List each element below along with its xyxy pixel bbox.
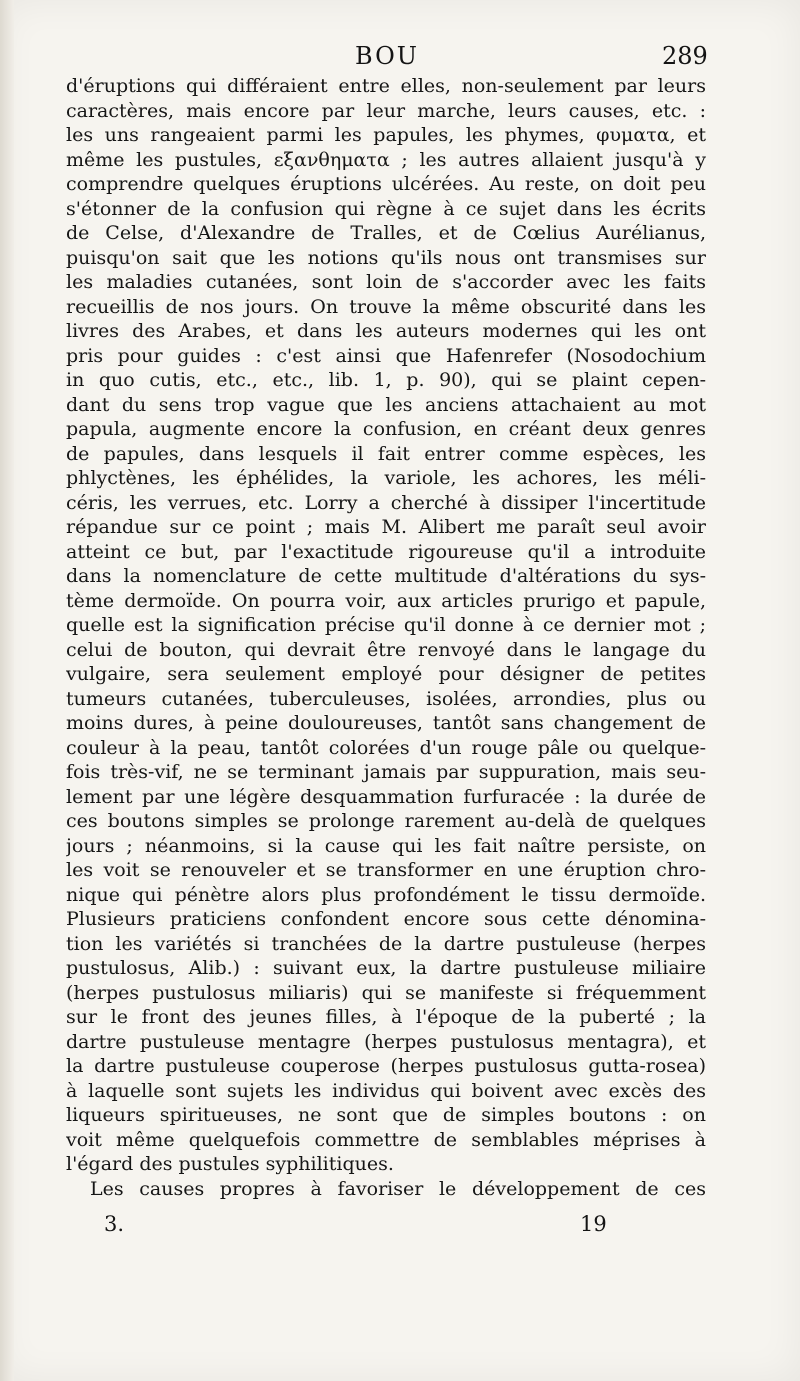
text-line: l'égard des pustules syphilitiques. (66, 1153, 394, 1175)
text-line: Plusieurs praticiens confondent encore sous cette dénomina- (66, 908, 706, 930)
text-line: lement par une légère desquammation furfuracée : la durée de (66, 785, 706, 808)
text-line: voit même quelquefois commettre de semblables méprises à (66, 1128, 706, 1151)
text-line: à laquelle sont sujets les individus qui boivent avec excès des (66, 1079, 706, 1102)
text-line: Les causes propres à favoriser le développement de ces (90, 1177, 706, 1200)
text-line: quelle est la signification précise qu'il donne à ce dernier mot ; (66, 614, 706, 636)
text-line: de papules, dans lesquels il fait entrer comme espèces, les (66, 442, 706, 465)
text-line: tème dermoïde. On pourra voir, aux articles prurigo et papule, (66, 589, 706, 612)
text-line: les uns rangeaient parmi les papules, les phymes, φυματα, et (66, 124, 706, 146)
text-line: moins dures, à peine douloureuses, tantôt sans changement de (66, 712, 706, 734)
text-line: celui de bouton, qui devrait être renvoyé dans le langage du (66, 638, 706, 661)
text-line: papula, augmente encore la confusion, en créant deux genres (66, 418, 706, 440)
text-line: in quo cutis, etc., etc., lib. 1, p. 90), qui se plaint cepen- (66, 369, 706, 391)
text-line: sur le front des jeunes filles, à l'époque de la puberté ; la (66, 1006, 706, 1028)
text-line: s'étonner de la confusion qui règne à ce sujet dans les écrits (66, 197, 706, 220)
page-gutter (0, 0, 14, 1381)
text-line: dant du sens trop vague que les anciens attachaient au mot (66, 393, 706, 416)
text-line: nique qui pénètre alors plus profondément le tissu dermoïde. (66, 883, 706, 906)
text-line: les voit se renouveler et se transformer en une éruption chro- (66, 859, 706, 881)
text-line: caractères, mais encore par leur marche, leurs causes, etc. : (66, 99, 706, 122)
text-line: jours ; néanmoins, si la cause qui les fait naître persiste, on (66, 834, 706, 857)
text-line: phlyctènes, les éphélides, la variole, les achores, les méli- (66, 467, 706, 489)
text-line: couleur à la peau, tantôt colorées d'un rouge pâle ou quelque- (66, 736, 706, 759)
text-line: les maladies cutanées, sont loin de s'accorder avec les faits (66, 271, 706, 293)
text-line: atteint ce but, par l'exactitude rigoureuse qu'il a introduite (66, 540, 706, 563)
text-line: d'éruptions qui différaient entre elles, non-seulement par leurs (66, 75, 706, 97)
running-head: BOU (355, 42, 419, 70)
text-line: pustulosus, Alib.) : suivant eux, la dartre pustuleuse miliaire (66, 957, 706, 979)
text-line: dans la nomenclature de cette multitude d'altérations du sys- (66, 565, 706, 587)
text-line: puisqu'on sait que les notions qu'ils nous ont transmises sur (66, 246, 706, 269)
text-line: même les pustules, εξανθηματα ; les autres allaient jusqu'à y (66, 148, 706, 171)
text-line: vulgaire, sera seulement employé pour désigner de petites (66, 663, 706, 685)
text-line: tumeurs cutanées, tuberculeuses, isolées, arrondies, plus ou (66, 687, 706, 710)
volume-mark: 3. (104, 1212, 125, 1236)
text-line: tion les variétés si tranchées de la dartre pustuleuse (herpes (66, 932, 706, 955)
text-line: de Celse, d'Alexandre de Tralles, et de Cœlius Aurélianus, (66, 222, 706, 244)
text-line: répandue sur ce point ; mais M. Alibert me paraît seul avoir (66, 516, 706, 538)
text-line: pris pour guides : c'est ainsi que Hafenrefer (Nosodochium (66, 344, 706, 367)
page-number: 289 (662, 42, 708, 70)
text-line: fois très-vif, ne se terminant jamais par suppuration, mais seu- (66, 761, 706, 783)
text-line: recueillis de nos jours. On trouve la même obscurité dans les (66, 295, 706, 318)
text-line: (herpes pustulosus miliaris) qui se manifeste si fréquemment (66, 981, 706, 1004)
text-line: ces boutons simples se prolonge rarement au-delà de quelques (66, 810, 706, 832)
signature-mark: 19 (580, 1212, 607, 1236)
text-line: liqueurs spiritueuses, ne sont que de simples boutons : on (66, 1104, 706, 1126)
text-line: céris, les verrues, etc. Lorry a cherché à dissiper l'incertitude (66, 491, 706, 514)
body-text (66, 74, 706, 1201)
text-line: dartre pustuleuse mentagre (herpes pustulosus mentagra), et (66, 1030, 706, 1053)
page-footer (0, 1212, 800, 1242)
text-line: livres des Arabes, et dans les auteurs modernes qui les ont (66, 320, 706, 342)
text-line: comprendre quelques éruptions ulcérées. Au reste, on doit peu (66, 173, 706, 195)
text-line: la dartre pustuleuse couperose (herpes pustulosus gutta-rosea) (66, 1055, 706, 1077)
